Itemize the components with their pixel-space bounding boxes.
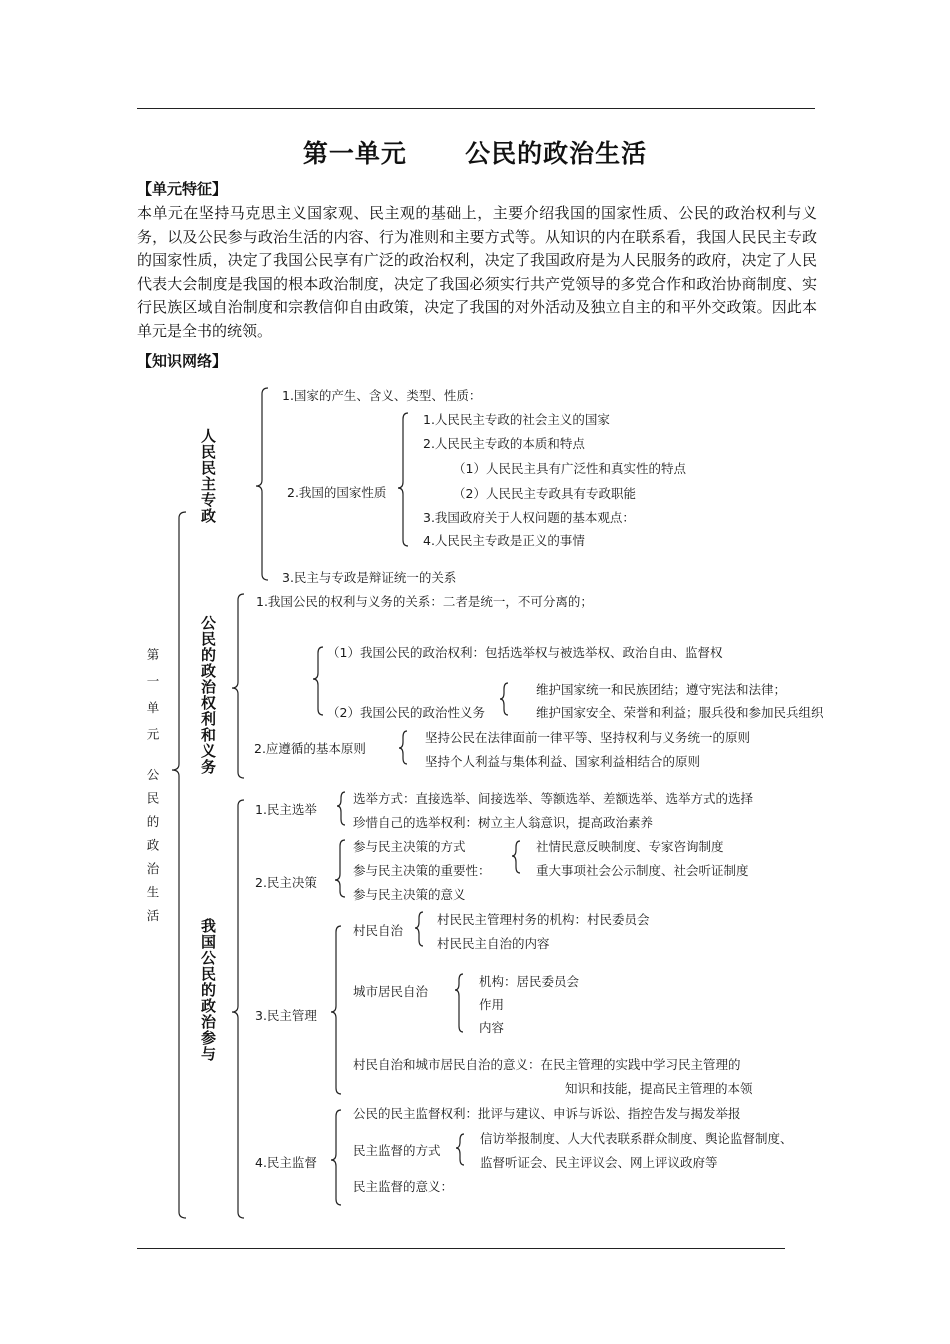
s3-elections-1: 选举方式：直接选举、间接选举、等额选举、差额选举、选举方式的选择: [353, 791, 754, 806]
brace-s1: [256, 388, 268, 580]
s2-right-2a: 维护国家统一和民族团结；遵守宪法和法律；: [536, 682, 787, 697]
feature-paragraph: 本单元在坚持马克思主义国家观、民主观的基础上，主要介绍我国的国家性质、公民的政治权利与义务，以及公民参与政治生活的内容、行为准则和主要方式等。从知识的内在联系看，我国人民民主专政的国家性质，决定了我国公民享有广泛的政治权利，决定了我国政府是为人民服务的政府，决定了人民代表大会制度是我国的根本政治制度，决定了我国必须实行共产党领导的多党合作和政治协商制度、实行民族区域自治制度和宗教信仰自由政策，决定了我国的对外活动及独立自主的和平外交政策。因此本单元是全书的统领。: [137, 204, 817, 340]
s2-right-2: （2）我国公民的政治性义务: [327, 705, 485, 720]
s1-item-2c: 3.我国政府关于人权问题的基本观点：: [423, 510, 635, 525]
brace-s1-nature: [398, 413, 408, 546]
brace-s3-supervision-methods: [456, 1134, 464, 1165]
brace-s3-decision-systems: [512, 841, 520, 873]
s3-supervision-2: 民主监督的方式: [353, 1143, 441, 1158]
s2-principle-1: 坚持公民在法律面前一律平等、坚持权利与义务统一的原则: [425, 730, 751, 745]
section-title-rights-duties: 公民的政治权利和义务: [199, 615, 217, 775]
s3-decision-1: 参与民主决策的方式: [353, 839, 466, 854]
s3-supervision-2a: 信访举报制度、人大代表联系群众制度、舆论监督制度、: [480, 1131, 793, 1146]
s3-supervision-2b: 监督听证会、民主评议会、网上评议政府等: [480, 1155, 718, 1170]
s3-significance-a: 村民自治和城市居民自治的意义：在民主管理的实践中学习民主管理的: [353, 1057, 741, 1072]
s3-urban-b: 作用: [479, 997, 505, 1012]
s2-right-1: （1）我国公民的政治权利：包括选举权与被选举权、政治自由、监督权: [327, 645, 723, 660]
s2-right-2b: 维护国家安全、荣誉和利益；服兵役和参加民兵组织: [536, 705, 824, 720]
s1-item-2b: 2.人民民主专政的本质和特点: [423, 436, 585, 451]
s3-elections: 1.民主选举: [255, 802, 317, 817]
s3-urban-c: 内容: [479, 1020, 505, 1035]
brace-s3-management: [331, 926, 341, 1094]
s3-supervision-1: 公民的民主监督权利：批评与建议、申诉与诉讼、指控告发与揭发举报: [353, 1106, 741, 1121]
root-label-topic: 公民的政治生活: [145, 768, 160, 933]
brace-s2: [232, 594, 244, 778]
brace-s3-elections: [337, 792, 345, 825]
s1-item-1: 1.国家的产生、含义、类型、性质：: [282, 388, 482, 403]
s1-item-2d: 4.人民民主专政是正义的事情: [423, 533, 585, 548]
s3-decision-2a: 社情民意反映制度、专家咨询制度: [536, 839, 724, 854]
section-title-dictatorship: 人民民主专政: [199, 428, 217, 524]
s1-item-2b2: （2）人民民主专政具有专政职能: [453, 486, 636, 501]
s3-decision-3: 参与民主决策的意义: [353, 887, 466, 902]
s1-item-2b1: （1）人民民主具有广泛性和真实性的特点: [453, 461, 686, 476]
brace-s2-duties: [500, 683, 508, 715]
s1-item-3: 3.民主与专政是辩证统一的关系: [282, 570, 457, 585]
brace-s3-decision: [335, 840, 345, 897]
s3-village-a: 村民民主管理村务的机构：村民委员会: [437, 912, 650, 927]
s3-urban-a: 机构：居民委员会: [479, 974, 580, 989]
page-title: 第一单元 公民的政治生活: [302, 139, 648, 168]
network-heading: 【知识网络】: [137, 352, 228, 370]
brace-s2-principle: [399, 731, 407, 764]
s3-significance-b: 知识和技能，提高民主管理的本领: [565, 1081, 753, 1096]
s1-item-2: 2.我国的国家性质: [287, 485, 387, 500]
s2-item-1: 1.我国公民的权利与义务的关系：二者是统一，不可分离的；: [256, 594, 593, 609]
s3-supervision: 4.民主监督: [255, 1155, 317, 1170]
s2-principle-2: 坚持个人利益与集体利益、国家利益相结合的原则: [425, 754, 701, 769]
s3-decision-2b: 重大事项社会公示制度、社会听证制度: [536, 863, 749, 878]
s3-elections-2: 珍惜自己的选举权利：树立主人翁意识，提高政治素养: [353, 815, 654, 830]
brace-s3-village: [415, 912, 423, 946]
brace-s3: [232, 800, 244, 1218]
feature-heading: 【单元特征】: [137, 180, 228, 198]
s3-village: 村民自治: [353, 923, 404, 938]
s3-decision: 2.民主决策: [255, 875, 317, 890]
s2-principle: 2.应遵循的基本原则: [254, 741, 366, 756]
brace-root: [172, 512, 186, 1218]
s3-decision-2: 参与民主决策的重要性：: [353, 863, 491, 878]
section-title-participation: 我国公民的政治参与: [199, 918, 217, 1062]
s3-management: 3.民主管理: [255, 1008, 317, 1023]
root-label-unit: 第一单元: [145, 648, 160, 754]
s3-urban: 城市居民自治: [353, 984, 429, 999]
brace-s3-supervision: [331, 1110, 341, 1205]
brace-s2-rights: [313, 647, 323, 715]
brace-s3-urban: [455, 974, 463, 1032]
s1-item-2a: 1.人民民主专政的社会主义的国家: [423, 412, 610, 427]
s3-village-b: 村民民主自治的内容: [437, 936, 550, 951]
s3-supervision-3: 民主监督的意义：: [353, 1179, 454, 1194]
